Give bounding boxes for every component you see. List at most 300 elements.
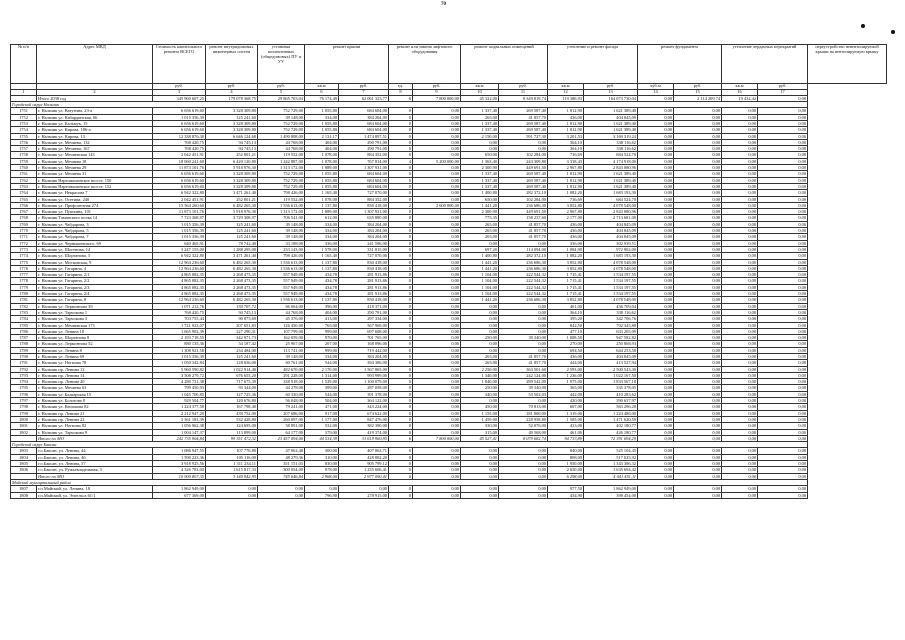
value-cell: 382 390,00 bbox=[339, 423, 389, 429]
value-cell: 396,00 bbox=[305, 303, 339, 309]
value-cell: 281 913,86 bbox=[339, 272, 389, 278]
value-cell: 260 097,00 bbox=[258, 416, 305, 422]
unit-header: куб.м bbox=[638, 84, 674, 90]
value-cell: 0,00 bbox=[413, 347, 461, 353]
address-cell: г. Нальчик ул. Шортанова, 5 bbox=[37, 253, 153, 259]
value-cell: 250 868,93 bbox=[584, 341, 638, 347]
value-cell: 684 524,70 bbox=[584, 196, 638, 202]
value-cell: 1 078,00 bbox=[305, 152, 339, 158]
row-number: 1758 bbox=[11, 152, 37, 158]
unit-header: руб. bbox=[206, 84, 258, 90]
value-cell: 1 812,90 bbox=[548, 177, 584, 183]
address-cell: г. Нальчик ул. Тарчокова 9 bbox=[37, 429, 153, 435]
row-number: 1804 bbox=[11, 454, 37, 460]
address-cell: г.о.Баксан, ул. Ленина, 44 bbox=[37, 448, 153, 454]
value-cell: 7 723 368,97 bbox=[153, 215, 206, 221]
value-cell: 2 bbox=[389, 202, 413, 208]
column-number: 15 bbox=[674, 89, 722, 95]
value-cell: 0 bbox=[389, 139, 413, 145]
section-title: Городской округ Баксан bbox=[11, 442, 808, 448]
value-cell: 0,00 bbox=[461, 328, 499, 334]
value-cell: 0,00 bbox=[638, 177, 674, 183]
row-number: 1783 bbox=[11, 309, 37, 315]
value-cell: 0 bbox=[389, 379, 413, 385]
value-cell: 0,00 bbox=[638, 448, 674, 454]
value-cell: 0,00 bbox=[638, 347, 674, 353]
value-cell: 404 845,09 bbox=[584, 221, 638, 227]
value-cell: 0,00 bbox=[413, 146, 461, 152]
value-cell: 0,00 bbox=[413, 265, 461, 271]
value-cell: 125 241,60 bbox=[206, 228, 258, 234]
value-cell: 334,00 bbox=[305, 234, 339, 240]
column-number: 1 bbox=[11, 89, 37, 95]
grand-total-cell: 29 865 703,04 bbox=[258, 95, 305, 101]
value-cell: 282 372,10 bbox=[499, 190, 548, 196]
value-cell: 798 426,00 bbox=[258, 253, 305, 259]
value-cell: 840,00 bbox=[548, 448, 584, 454]
value-cell: 41 857,70 bbox=[499, 234, 548, 240]
address-cell: г. Нальчик ул. Ватутина, 23-а bbox=[37, 108, 153, 114]
value-cell: 0,00 bbox=[674, 454, 722, 460]
value-cell: 0,00 bbox=[638, 284, 674, 290]
value-cell: 0,00 bbox=[722, 423, 758, 429]
value-cell: 0,00 bbox=[722, 259, 758, 265]
value-cell: 242 124,00 bbox=[499, 372, 548, 378]
value-cell: 47 062,48 bbox=[258, 448, 305, 454]
value-cell: 650,00 bbox=[461, 152, 499, 158]
address-cell: г. Нальчик ул. Чернышевского, 69 bbox=[37, 240, 153, 246]
value-cell: 0,00 bbox=[758, 423, 808, 429]
value-cell: 947 582,82 bbox=[584, 335, 638, 341]
address-cell: г. Нальчик Таманского полка 14 bbox=[37, 215, 153, 221]
address-cell: г. Нальчик Нартшкалинское шоссе, 152 bbox=[37, 183, 153, 189]
value-cell: 6 656 619,60 bbox=[153, 127, 206, 133]
value-cell: 419 374,00 bbox=[339, 429, 389, 435]
value-cell: 0,00 bbox=[722, 435, 758, 441]
value-cell: 557 949,00 bbox=[258, 278, 305, 284]
value-cell: 0,00 bbox=[674, 291, 722, 297]
value-cell: 633 205,09 bbox=[584, 328, 638, 334]
value-cell: 0,00 bbox=[638, 467, 674, 473]
column-header: ремонт или замена лифтового оборудования bbox=[389, 45, 461, 84]
value-cell: 6 298,00 bbox=[548, 473, 584, 479]
value-cell: 52 076,00 bbox=[499, 423, 548, 429]
value-cell: 0,00 bbox=[413, 353, 461, 359]
value-cell: 125 241,60 bbox=[206, 114, 258, 120]
value-cell: 0,00 bbox=[638, 398, 674, 404]
value-cell: 1 812,90 bbox=[548, 121, 584, 127]
value-cell: 999,00 bbox=[305, 347, 339, 353]
value-cell: 1 534 197,55 bbox=[584, 284, 638, 290]
value-cell: 228 958,80 bbox=[499, 416, 548, 422]
value-cell: 94 745,13 bbox=[206, 139, 258, 145]
value-cell: 684 604,00 bbox=[339, 177, 389, 183]
column-header: ремонт подвальных помещений bbox=[461, 45, 548, 84]
value-cell: 0,00 bbox=[722, 196, 758, 202]
value-cell: 119 552,00 bbox=[258, 152, 305, 158]
value-cell: 0,00 bbox=[758, 291, 808, 297]
value-cell: 269 587,40 bbox=[499, 108, 548, 114]
value-cell: 399,00 bbox=[305, 385, 339, 391]
value-cell: 0,00 bbox=[413, 429, 461, 435]
column-number: 11 bbox=[499, 89, 548, 95]
value-cell: 4 865 082,35 bbox=[153, 291, 206, 297]
value-cell: 0,00 bbox=[638, 146, 674, 152]
row-number: 1774 bbox=[11, 253, 37, 259]
value-cell: 3 247 155,00 bbox=[153, 246, 206, 252]
value-cell: 0,00 bbox=[461, 473, 499, 479]
value-cell: 0 bbox=[389, 127, 413, 133]
value-cell: 0,00 bbox=[758, 467, 808, 473]
value-cell: 0,00 bbox=[758, 146, 808, 152]
address-cell: г. Нальчик ул. Гагарина, 2/1 bbox=[37, 272, 153, 278]
value-cell: 461,00 bbox=[548, 303, 584, 309]
value-cell: 0,00 bbox=[638, 291, 674, 297]
value-cell: 0 bbox=[389, 316, 413, 322]
value-cell: 334,00 bbox=[305, 228, 339, 234]
value-cell: 0,00 bbox=[674, 190, 722, 196]
value-cell: 338 116,62 bbox=[584, 146, 638, 152]
value-cell: 929 504,77 bbox=[153, 398, 206, 404]
value-cell: 102 284,00 bbox=[499, 152, 548, 158]
value-cell: 0,00 bbox=[461, 398, 499, 404]
value-cell: 2 593,00 bbox=[548, 366, 584, 372]
value-cell: 0,00 bbox=[461, 492, 499, 498]
address-cell: г. Нальчик ул. Ленина 18 bbox=[37, 328, 153, 334]
value-cell: 390 657,97 bbox=[584, 398, 638, 404]
value-cell: 0,00 bbox=[722, 316, 758, 322]
value-cell: 23 457 094,00 bbox=[258, 435, 305, 441]
value-cell: 0,00 bbox=[674, 228, 722, 234]
value-cell: 0,00 bbox=[674, 322, 722, 328]
value-cell: 1 055,80 bbox=[305, 108, 339, 114]
value-cell: 1 715,41 bbox=[548, 284, 584, 290]
value-cell: 269 587,40 bbox=[499, 171, 548, 177]
value-cell: 0,00 bbox=[638, 297, 674, 303]
value-cell: 1 235 606,41 bbox=[339, 467, 389, 473]
value-cell: 270,00 bbox=[548, 341, 584, 347]
value-cell: 0,00 bbox=[758, 215, 808, 221]
value-cell: 0,00 bbox=[413, 196, 461, 202]
row-number: 1762 bbox=[11, 177, 37, 183]
column-number: 16 bbox=[722, 89, 758, 95]
value-cell: 93 344,00 bbox=[206, 385, 258, 391]
value-cell: 234 484,00 bbox=[206, 347, 258, 353]
value-cell: 0,00 bbox=[413, 486, 461, 492]
value-cell: 1 536 613,00 bbox=[258, 202, 305, 208]
value-cell: 1 177,00 bbox=[305, 416, 339, 422]
address-cell: г. Нальчик ул. Гагарина, 2/2 bbox=[37, 278, 153, 284]
unit-header: кв.м bbox=[461, 84, 499, 90]
value-cell: 0,00 bbox=[638, 234, 674, 240]
value-cell: 4 078 548,00 bbox=[584, 265, 638, 271]
value-cell: 0,00 bbox=[674, 133, 722, 139]
value-cell: 434,78 bbox=[305, 284, 339, 290]
value-cell: 114 094,00 bbox=[499, 246, 548, 252]
value-cell: 12 964 236,60 bbox=[153, 265, 206, 271]
value-cell: 44 768,00 bbox=[258, 146, 305, 152]
value-cell: 0,00 bbox=[461, 316, 499, 322]
value-cell: 407 063,71 bbox=[339, 448, 389, 454]
row-number: 1789 bbox=[11, 347, 37, 353]
value-cell: 697,20 bbox=[461, 246, 499, 252]
address-cell: г. Нальчик ул. Мечиева, 167 bbox=[37, 146, 153, 152]
value-cell: 1 313 172,00 bbox=[258, 165, 305, 171]
row-number: 1808 bbox=[11, 492, 37, 498]
value-cell: 99 351 472,32 bbox=[206, 435, 258, 441]
value-cell: 557 949,00 bbox=[258, 291, 305, 297]
value-cell: 0,00 bbox=[758, 209, 808, 215]
value-cell: 15 564 260,60 bbox=[153, 202, 206, 208]
value-cell: 0,00 bbox=[413, 448, 461, 454]
value-cell: 0,00 bbox=[722, 360, 758, 366]
value-cell: 0 bbox=[389, 253, 413, 259]
value-cell: 3 328 309,80 bbox=[206, 171, 258, 177]
value-cell: 3 852,80 bbox=[548, 259, 584, 265]
value-cell: 0,00 bbox=[413, 385, 461, 391]
value-cell: 1 665 902,39 bbox=[153, 328, 206, 334]
value-cell: 79 241,00 bbox=[258, 404, 305, 410]
value-cell: 124 695,00 bbox=[206, 423, 258, 429]
value-cell: 0,00 bbox=[413, 121, 461, 127]
value-cell: 0,00 bbox=[638, 152, 674, 158]
value-cell: 1 889,00 bbox=[305, 165, 339, 171]
value-cell: 1 015 356,39 bbox=[153, 114, 206, 120]
value-cell: 0,00 bbox=[638, 209, 674, 215]
page-number: 70 bbox=[441, 2, 446, 7]
value-cell: 3 328 309,80 bbox=[206, 127, 258, 133]
value-cell: 300,00 bbox=[305, 448, 339, 454]
value-cell: 404 845,09 bbox=[584, 234, 638, 240]
value-cell: 3 328 309,80 bbox=[206, 108, 258, 114]
address-cell: г. Нальчик ул. Тарчокова 1 bbox=[37, 309, 153, 315]
value-cell: 0,00 bbox=[638, 221, 674, 227]
value-cell: 334,00 bbox=[305, 114, 339, 120]
value-cell: 635 880,00 bbox=[339, 215, 389, 221]
value-cell: 0 bbox=[389, 209, 413, 215]
address-cell: г.о.Баксан, ул. Ленина, 57 bbox=[37, 461, 153, 467]
value-cell: 2 968,00 bbox=[305, 473, 339, 479]
value-cell: 0,00 bbox=[722, 473, 758, 479]
row-number: 1787 bbox=[11, 335, 37, 341]
value-cell: 167 798,40 bbox=[206, 404, 258, 410]
value-cell: 0 bbox=[389, 486, 413, 492]
value-cell: 0,00 bbox=[461, 240, 499, 246]
value-cell: 0,00 bbox=[722, 284, 758, 290]
value-cell: 0,00 bbox=[758, 461, 808, 467]
value-cell: 48 279,36 bbox=[258, 454, 305, 460]
value-cell: 0,00 bbox=[413, 108, 461, 114]
value-cell: 6 656 619,60 bbox=[153, 108, 206, 114]
value-cell: 0,00 bbox=[674, 158, 722, 164]
value-cell: 544,00 bbox=[305, 391, 339, 397]
column-number: 2 bbox=[37, 89, 153, 95]
value-cell: 0,00 bbox=[674, 121, 722, 127]
repair-cost-table bbox=[10, 44, 887, 499]
value-cell: 3 328 309,80 bbox=[206, 177, 258, 183]
address-cell: г. Нальчик ул. Ногмова 82 bbox=[37, 423, 153, 429]
value-cell: 0 bbox=[389, 171, 413, 177]
value-cell: 0 bbox=[389, 385, 413, 391]
value-cell: 281 913,86 bbox=[339, 284, 389, 290]
grand-total-cell: Итого 2038 год bbox=[37, 95, 153, 101]
value-cell: 0,00 bbox=[638, 416, 674, 422]
value-cell: 0,00 bbox=[722, 429, 758, 435]
value-cell: 449 691,50 bbox=[499, 209, 548, 215]
value-cell: 2 268 473,35 bbox=[206, 291, 258, 297]
address-cell: г. Нальчик ул. Мечиева, 132 bbox=[37, 139, 153, 145]
value-cell: 404 845,09 bbox=[584, 114, 638, 120]
row-number: 1753 bbox=[11, 121, 37, 127]
value-cell: 745 646,84 bbox=[258, 473, 305, 479]
value-cell: 0,00 bbox=[638, 121, 674, 127]
value-cell: 44 768,00 bbox=[258, 309, 305, 315]
value-cell: 281 913,86 bbox=[339, 278, 389, 284]
value-cell: 0,00 bbox=[722, 152, 758, 158]
value-cell: 830 418,00 bbox=[339, 297, 389, 303]
value-cell: 1 536 613,00 bbox=[258, 297, 305, 303]
value-cell: 0,00 bbox=[413, 360, 461, 366]
value-cell: 0,00 bbox=[722, 146, 758, 152]
value-cell: 0,00 bbox=[722, 202, 758, 208]
value-cell: 364 122,00 bbox=[339, 398, 389, 404]
value-cell: 0,00 bbox=[758, 404, 808, 410]
value-cell: 2 300,90 bbox=[461, 165, 499, 171]
address-cell: г. Нальчик ул. Пушкина, 101 bbox=[37, 209, 153, 215]
value-cell: 39 148,00 bbox=[258, 353, 305, 359]
value-cell: 0,00 bbox=[413, 322, 461, 328]
scan-speck bbox=[891, 30, 895, 34]
address-cell: г. Нальчик ул. Мечиева 63 bbox=[37, 385, 153, 391]
value-cell: 0,00 bbox=[758, 322, 808, 328]
value-cell: 1 055,80 bbox=[305, 183, 339, 189]
value-cell: 504,00 bbox=[305, 398, 339, 404]
value-cell: 0,00 bbox=[413, 492, 461, 498]
value-cell: 0,00 bbox=[638, 429, 674, 435]
value-cell: 0,00 bbox=[461, 341, 499, 347]
value-cell: 0,00 bbox=[413, 404, 461, 410]
value-cell: 70 813,00 bbox=[499, 404, 548, 410]
value-cell: 363 501,60 bbox=[499, 366, 548, 372]
address-cell: г. Нальчик ул. Профсоюзная 274 bbox=[37, 202, 153, 208]
value-cell: 1 137,80 bbox=[305, 265, 339, 271]
value-cell: 1 022 167,50 bbox=[584, 372, 638, 378]
value-cell: 0,00 bbox=[674, 347, 722, 353]
value-cell: 591 727,30 bbox=[499, 133, 548, 139]
value-cell: 410 283,62 bbox=[584, 391, 638, 397]
value-cell: 41 857,70 bbox=[499, 353, 548, 359]
value-cell: 404 845,09 bbox=[584, 228, 638, 234]
value-cell: 0,00 bbox=[758, 108, 808, 114]
value-cell: 0 bbox=[389, 473, 413, 479]
value-cell: 0,00 bbox=[339, 486, 389, 492]
value-cell: 0,00 bbox=[499, 448, 548, 454]
value-cell: 1 715,41 bbox=[548, 278, 584, 284]
value-cell: 0,00 bbox=[413, 259, 461, 265]
value-cell: 384 204,00 bbox=[339, 221, 389, 227]
value-cell: 0,00 bbox=[499, 341, 548, 347]
value-cell: 6 942 322,80 bbox=[153, 253, 206, 259]
unit-header: руб. bbox=[584, 84, 638, 90]
value-cell: 0,00 bbox=[674, 165, 722, 171]
value-cell: 905 799,12 bbox=[339, 461, 389, 467]
value-cell: 310,00 bbox=[305, 454, 339, 460]
value-cell: 1 055,80 bbox=[305, 127, 339, 133]
value-cell: 0,00 bbox=[758, 309, 808, 315]
value-cell: 0,00 bbox=[674, 108, 722, 114]
value-cell: 0,00 bbox=[758, 139, 808, 145]
value-cell: 113 899,00 bbox=[206, 429, 258, 435]
value-cell: 0,00 bbox=[638, 240, 674, 246]
value-cell: 0,00 bbox=[638, 196, 674, 202]
value-cell: 31 619 960,95 bbox=[339, 435, 389, 441]
value-cell: 436,00 bbox=[548, 353, 584, 359]
column-number: 17 bbox=[758, 89, 808, 95]
address-cell: г. Нальчик ул. Тарчокова 3 bbox=[37, 316, 153, 322]
value-cell: 650,00 bbox=[461, 196, 499, 202]
value-cell: 0,00 bbox=[674, 316, 722, 322]
value-cell: 0,00 bbox=[722, 165, 758, 171]
grand-total-cell: 119 386,93 bbox=[548, 95, 584, 101]
value-cell: 12 338 876,30 bbox=[153, 133, 206, 139]
value-cell: 0,00 bbox=[758, 196, 808, 202]
value-cell: 0 bbox=[389, 215, 413, 221]
value-cell: 0,00 bbox=[638, 410, 674, 416]
value-cell: 6 420 120,80 bbox=[206, 158, 258, 164]
value-cell: 1 155,00 bbox=[461, 410, 499, 416]
value-cell: 0,00 bbox=[722, 379, 758, 385]
value-cell: 727 070,00 bbox=[339, 190, 389, 196]
value-cell: 0,00 bbox=[413, 133, 461, 139]
value-cell: 1 337,40 bbox=[461, 171, 499, 177]
value-cell: 1 236,00 bbox=[548, 372, 584, 378]
value-cell: 674 622,00 bbox=[339, 410, 389, 416]
value-cell: 6 482 265,30 bbox=[206, 202, 258, 208]
value-cell: 1 590 223,36 bbox=[153, 454, 206, 460]
row-number: 1801 bbox=[11, 423, 37, 429]
value-cell: 1 004 147,37 bbox=[153, 429, 206, 435]
value-cell: 1 104,00 bbox=[461, 278, 499, 284]
address-cell: Итого по МО bbox=[37, 473, 153, 479]
value-cell: 41 857,70 bbox=[499, 360, 548, 366]
value-cell: 0 bbox=[389, 360, 413, 366]
value-cell: 72 391 694,29 bbox=[584, 435, 638, 441]
value-cell: 884 352,00 bbox=[339, 152, 389, 158]
value-cell: 1 084,90 bbox=[548, 246, 584, 252]
value-cell: 0,00 bbox=[638, 328, 674, 334]
column-header: Адрес МКД bbox=[37, 45, 153, 84]
column-header: ремонт фундамента bbox=[638, 45, 722, 84]
value-cell: 0 bbox=[389, 454, 413, 460]
address-cell: г. Нальчик ул. Болотова 8 bbox=[37, 398, 153, 404]
value-cell: 719 442,00 bbox=[339, 347, 389, 353]
value-cell: 4 280 731,38 bbox=[153, 379, 206, 385]
address-cell: г. Нальчик ул. Шортанова 8 bbox=[37, 335, 153, 341]
row-number: 1754 bbox=[11, 127, 37, 133]
value-cell: 278 915,00 bbox=[339, 492, 389, 498]
value-cell: 1 165,40 bbox=[305, 190, 339, 196]
value-cell: 2 042 451,91 bbox=[153, 196, 206, 202]
value-cell: 0,00 bbox=[674, 398, 722, 404]
value-cell: 0,00 bbox=[722, 139, 758, 145]
value-cell: 0 bbox=[389, 133, 413, 139]
value-cell: 1 086 947,55 bbox=[153, 448, 206, 454]
value-cell: 2 977 090,41 bbox=[339, 473, 389, 479]
value-cell: 5 960 590,82 bbox=[153, 366, 206, 372]
value-cell: 977,50 bbox=[548, 486, 584, 492]
value-cell: 1 340,00 bbox=[461, 372, 499, 378]
value-cell: 394 386,00 bbox=[339, 360, 389, 366]
